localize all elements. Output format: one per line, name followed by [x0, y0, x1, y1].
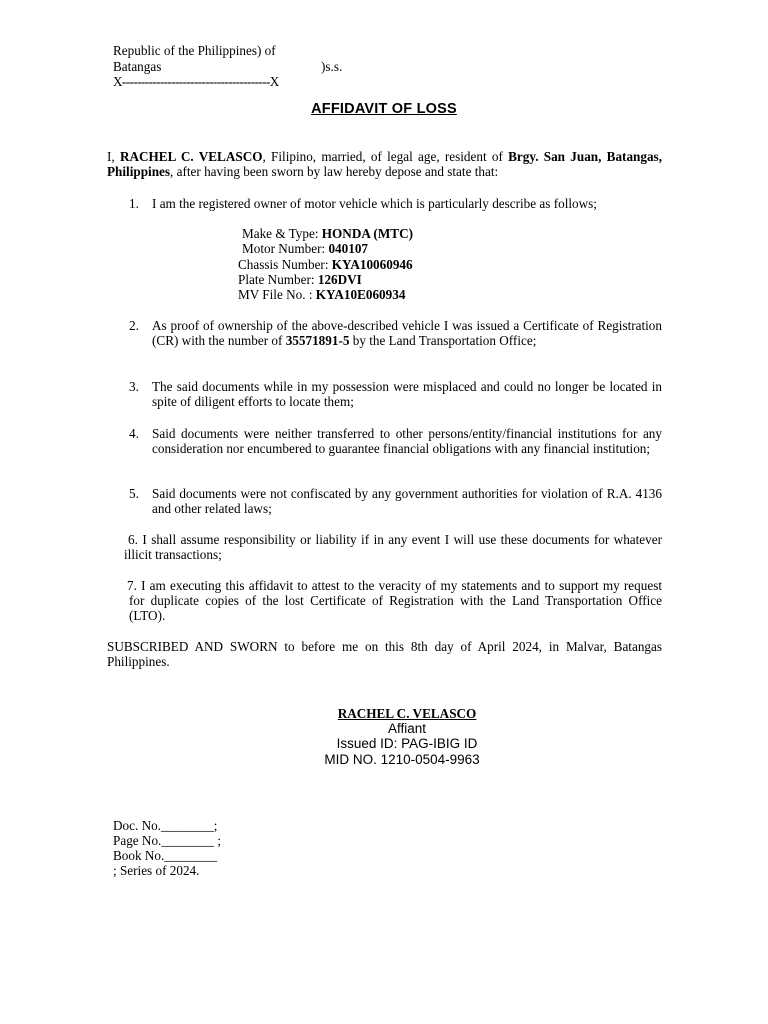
item-2-text-b: by the Land Transportation Office; [349, 333, 537, 348]
vehicle-chassis-label: Chassis Number: [238, 257, 332, 272]
item-1-number: 1. [129, 196, 139, 211]
vehicle-mv-file [238, 287, 405, 302]
venue-place: Batangas [113, 59, 162, 74]
document-title: AFFIDAVIT OF LOSS [311, 101, 457, 117]
notarial-series: ; Series of 2024. [113, 863, 200, 878]
venue-line-1: Republic of the Philippines) of [113, 43, 276, 58]
vehicle-make-label: Make & Type: [242, 226, 322, 241]
vehicle-plate-value: 126DVI [317, 272, 362, 287]
intro-suffix: , after having been sworn by law hereby depose and state that: [170, 164, 499, 179]
vehicle-motor-value: 040107 [328, 241, 369, 256]
notarial-doc-no: Doc. No.________; [113, 818, 218, 833]
item-4-number: 4. [129, 426, 139, 441]
affiant-address: Brgy. San Juan, Batangas, Philippines [107, 149, 662, 179]
affiant-name: RACHEL C. VELASCO [119, 149, 263, 164]
item-3-text: The said documents while in my possession were misplaced and could no longer be located in spite of diligent efforts to locate them; [152, 379, 662, 409]
vehicle-make-value: HONDA (MTC) [321, 226, 413, 241]
notarial-page-no: Page No.________ ; [113, 833, 222, 848]
item-2-text-a: As proof of ownership of the above-described vehicle I was issued a Certificate of Registration (CR) with the number of [152, 318, 662, 348]
vehicle-motor [242, 241, 368, 256]
item-5-text: Said documents were not confiscated by any government authorities for violation of R.A. 4136 and other related laws; [152, 486, 662, 516]
item-4-text: Said documents were neither transferred to other persons/entity/financial institutions for any consideration nor encumbered to guarantee financial obligations with any financial institution; [152, 426, 662, 456]
intro-paragraph [107, 149, 662, 179]
venue-line-3: X---------------------------------------X [113, 74, 279, 89]
signatory-name: RACHEL C. VELASCO [337, 706, 477, 721]
cr-number: 35571891-5 [285, 333, 350, 348]
vehicle-chassis-value: KYA10060946 [331, 257, 413, 272]
item-5-number: 5. [129, 486, 139, 501]
item-3-number: 3. [129, 379, 139, 394]
venue-suffix: )s.s. [321, 59, 343, 74]
signatory-mid-no: MID NO. 1210-0504-9963 [324, 752, 480, 767]
vehicle-plate [238, 272, 362, 287]
intro-prefix: I, [107, 149, 120, 164]
jurat-paragraph: SUBSCRIBED AND SWORN to before me on this 8th day of April 2024, in Malvar, Batangas Philippines. [107, 639, 662, 669]
vehicle-mv-label: MV File No. : [238, 287, 316, 302]
item-1-text: I am the registered owner of motor vehicle which is particularly describe as follows; [152, 196, 597, 211]
notarial-book-no: Book No.________ [113, 848, 218, 863]
item-7-text: 7. I am executing this affidavit to attest to the veracity of my statements and to support my request for duplicate copies of the lost Certificate of Registration with the Land Transportation Office (LTO). [127, 578, 662, 623]
item-2-number: 2. [129, 318, 139, 333]
vehicle-make [242, 226, 413, 241]
vehicle-plate-label: Plate Number: [238, 272, 318, 287]
intro-middle: , Filipino, married, of legal age, resident of [262, 149, 509, 164]
item-2-text [152, 318, 662, 348]
signatory-role: Affiant [387, 721, 427, 736]
vehicle-mv-value: KYA10E060934 [315, 287, 406, 302]
vehicle-chassis [238, 257, 413, 272]
item-6-text: 6. I shall assume responsibility or liability if in any event I will use these documents for whatever illicit transactions; [124, 532, 662, 562]
vehicle-motor-label: Motor Number: [242, 241, 329, 256]
signatory-issued-id: Issued ID: PAG-IBIG ID [336, 736, 478, 751]
